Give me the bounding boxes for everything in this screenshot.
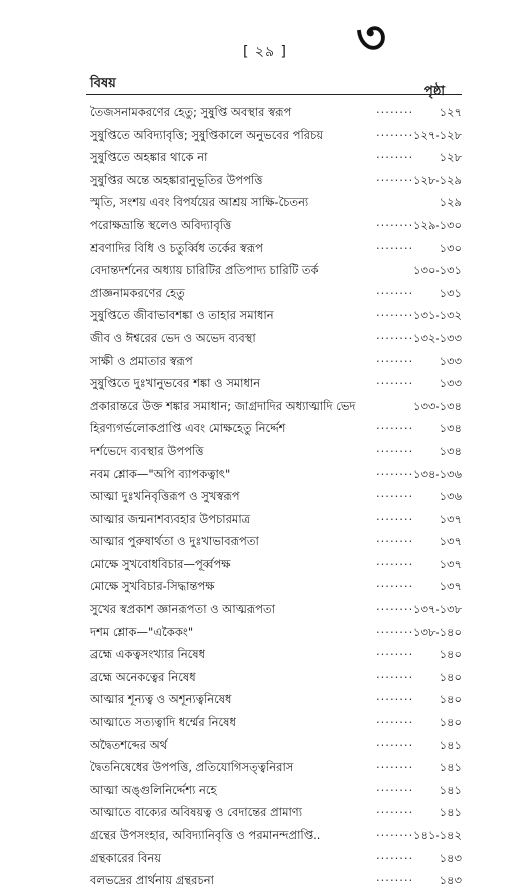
entry-leader-dots: ........	[376, 486, 414, 501]
entry-leader-dots: ........	[376, 147, 414, 162]
entry-title: হিরণ্যগর্ভলোকপ্রাপ্তি এবং মোক্ষহেতু নির্দ্দেশ	[90, 421, 286, 436]
entry-page-number: ১২৮	[439, 150, 462, 165]
entry-leader-dots: ........	[376, 327, 414, 342]
entry-leader-dots: ........	[376, 553, 414, 568]
column-header-subject: বিষয়	[90, 76, 116, 91]
entry-page-number: ১৪১	[439, 737, 462, 752]
entry-page-number: ১৩৪	[439, 421, 462, 436]
entry-title: প্রাজ্ঞনামকরণের হেতু	[90, 285, 185, 300]
entry-title: গ্রন্থকারের বিনয়	[90, 850, 162, 865]
header-divider	[86, 94, 462, 95]
entry-title: বলভদ্রের প্রার্থনায় গ্রন্থরচনা	[90, 873, 214, 888]
entry-page-number: ১৩৮-১৪০	[413, 624, 462, 639]
entry-title: সুষুপ্তির অন্তে অহঙ্কারানুভূতির উপপত্তি	[90, 172, 263, 187]
entry-leader-dots: ........	[376, 102, 414, 116]
entry-page-number: ১৩১	[439, 285, 462, 300]
entry-leader-dots: ........	[376, 825, 414, 839]
entry-leader-dots: ........	[376, 870, 414, 885]
entry-title: ব্রহ্মে অনেকত্বের নিষেধ	[90, 669, 196, 684]
entry-page-number: ১৪৩	[439, 873, 462, 888]
entry-title: আত্মা দুঃখনিবৃত্তিরূপ ও সুখস্বরূপ	[90, 489, 240, 504]
entry-leader-dots: ........	[376, 802, 414, 817]
entry-page-number: ১৩৪	[439, 443, 462, 458]
entry-page-number: ১৪১	[439, 782, 462, 797]
entry-leader-dots: ........	[376, 689, 414, 704]
entry-leader-dots: ........	[376, 463, 414, 478]
entry-page-number: ১৩০-১৩১	[413, 263, 462, 278]
entry-page-number: ১৪০	[439, 715, 462, 730]
entry-title: দ্বৈতনিষেধের উপপত্তি, প্রতিযোগিসত্ত্বনিরাস	[90, 760, 294, 775]
entry-page-number: ১৪০	[439, 647, 462, 662]
page-number: [ ২৯ ]	[242, 44, 287, 60]
contents-entry	[90, 237, 462, 260]
entry-leader-dots: ........	[376, 440, 414, 455]
entry-leader-dots: ........	[376, 305, 414, 320]
entry-page-number: ১৩৪-১৩৬	[413, 466, 462, 481]
entry-leader-dots: ........	[376, 531, 414, 546]
entry-leader-dots: ........	[376, 644, 414, 659]
entry-title: অদ্বৈতশব্দের অর্থ	[90, 737, 168, 752]
entry-page-number: ১৪০	[439, 692, 462, 707]
entry-page-number: ১৪১	[439, 760, 462, 775]
entry-title: প্রকারান্তরে উক্ত শঙ্কার সমাধান; জাগ্রদাদির অধ্যাত্মাদি ভেদ	[90, 398, 356, 413]
entry-leader-dots: ........	[376, 576, 414, 591]
entry-title: নবম শ্লোক—"অপি ব্যাপকত্বাৎ"	[90, 466, 231, 481]
entry-title: স্মৃতি, সংশয় এবং বিপর্যয়ের আশ্রয় সাক্ষি-চৈতন্য	[90, 195, 309, 210]
entry-title: সুখের স্বপ্রকাশ জ্ঞানরূপতা ও আত্মরূপতা	[90, 602, 275, 617]
entry-title: আত্মাতে বাক্যের অবিষয়ত্ব ও বেদান্তের প্রামাণ্য	[90, 805, 303, 820]
entry-page-number: ১৩৭-১৩৮	[413, 602, 462, 617]
entry-title: আত্মা অঙ্গুলিনির্দ্দেশ্য নহে	[90, 782, 217, 797]
entry-title: মোক্ষে সুখবোধবিচার—পূর্ব্বপক্ষ	[90, 556, 231, 571]
entry-title: সুষুপ্তিতে অবিদ্যাবৃত্তি; সুষুপ্তিকালে অনুভবের পরিচয়	[90, 127, 324, 142]
entry-page-number: ১২৯	[439, 195, 462, 210]
entry-title: সুষুপ্তিতে জীবাভাবশঙ্কা ও তাহার সমাধান	[90, 308, 274, 323]
entry-page-number: ১৩৭	[439, 511, 462, 526]
entry-leader-dots: ........	[376, 282, 414, 297]
entry-page-number: ১৩৩	[439, 353, 462, 368]
entry-page-number: ১৩৭	[439, 534, 462, 549]
entry-title: সুষুপ্তিতে দুঃখানুভবের শঙ্কা ও সমাধান	[90, 376, 261, 391]
entry-title: ব্রহ্মে একত্বসংখ্যার নিষেধ	[90, 647, 206, 662]
entry-page-number: ১৩৭	[439, 556, 462, 571]
entry-page-number: ১৩০	[439, 240, 462, 255]
entry-page-number: ১২৭	[439, 105, 462, 119]
entry-leader-dots: ........	[376, 214, 414, 229]
entry-page-number: ১৩৩	[439, 376, 462, 391]
entry-leader-dots: ........	[376, 712, 414, 727]
entry-leader-dots: ........	[376, 508, 414, 523]
entry-title: আত্মার পুরুষার্থতা ও দুঃখাভাবরূপতা	[90, 534, 259, 549]
entry-title: জীব ও ঈশ্বরের ভেদ ও অভেদ ব্যবস্থা	[90, 330, 256, 345]
entry-title: গ্রন্থের উপসংহার, অবিদ্যানিবৃত্তি ও পরমানন্দপ্রাপ্তি..	[90, 828, 321, 842]
entry-title: দশম শ্লোক—"একৈকং"	[90, 624, 194, 639]
entry-title: দর্শভেদে ব্যবস্থার উপপত্তি	[90, 443, 204, 458]
entry-page-number: ১২৯-১৩০	[413, 217, 462, 232]
entry-leader-dots: ........	[376, 847, 414, 862]
entry-title: সুষুপ্তিতে অহঙ্কার থাকে না	[90, 150, 208, 165]
entry-title: বেদান্তদর্শনের অধ্যায় চারিটির প্রতিপাদ্য চারিটি তর্ক	[90, 263, 319, 278]
entry-title: পরোক্ষভ্রান্তি স্থলেও অবিদ্যাবৃত্তি	[90, 217, 232, 232]
entry-page-number: ১৪৩	[439, 850, 462, 865]
entry-leader-dots: ........	[376, 124, 414, 139]
entry-page-number: ১৩৬	[439, 489, 462, 504]
entry-title: আত্মার শূন্যত্ব ও অশূন্যত্বনিষেধ	[90, 692, 232, 707]
contents-entry	[90, 169, 462, 192]
entry-page-number: ১৪০	[439, 669, 462, 684]
entry-leader-dots: ........	[376, 779, 414, 794]
entry-leader-dots: ........	[376, 734, 414, 749]
entry-leader-dots: ........	[376, 237, 414, 252]
contents-list	[90, 101, 462, 892]
entry-leader-dots: ........	[376, 350, 414, 365]
entry-leader-dots: ........	[376, 169, 414, 184]
entry-title: শ্রবণাদির বিধি ও চতুর্ব্বিধ তর্কের স্বরূপ	[90, 240, 263, 255]
entry-leader-dots: ........	[376, 418, 414, 433]
entry-page-number: ১৩৩-১৩৪	[413, 398, 462, 413]
entry-leader-dots: ........	[376, 666, 414, 681]
entry-page-number: ১৩২-১৩৩	[413, 330, 462, 345]
handwritten-page-mark: ৩	[356, 10, 386, 64]
entry-title: আত্মার জন্মনাশব্যবহার উপচারমাত্র	[90, 511, 251, 526]
contents-entry	[90, 372, 462, 395]
entry-page-number: ১৩৭	[439, 579, 462, 594]
entry-page-number: ১২৭-১২৮	[413, 127, 462, 142]
entry-leader-dots: ........	[376, 373, 414, 388]
entry-leader-dots: ........	[376, 757, 414, 772]
entry-leader-dots: ........	[376, 621, 414, 636]
entry-leader-dots: ........	[376, 599, 414, 614]
entry-title: তৈজসনামকরণের হেতু; সুষুপ্তি অবস্থার স্বরূপ	[90, 105, 292, 119]
entry-page-number: ১৪১-১৪২	[413, 828, 462, 842]
entry-page-number: ১২৮-১২৯	[413, 172, 462, 187]
entry-page-number: ১৩১-১৩২	[413, 308, 462, 323]
entry-title: সাক্ষী ও প্রমাতার স্বরূপ	[90, 353, 193, 368]
entry-page-number: ১৪১	[439, 805, 462, 820]
entry-title: মোক্ষে সুখবিচার-সিদ্ধান্তপক্ষ	[90, 579, 215, 594]
column-header-page: পৃষ্ঠা	[424, 84, 446, 99]
entry-title: আত্মাতে সত্যত্বাদি ধর্ম্মের নিষেধ	[90, 715, 236, 730]
contents-entry	[90, 869, 462, 892]
